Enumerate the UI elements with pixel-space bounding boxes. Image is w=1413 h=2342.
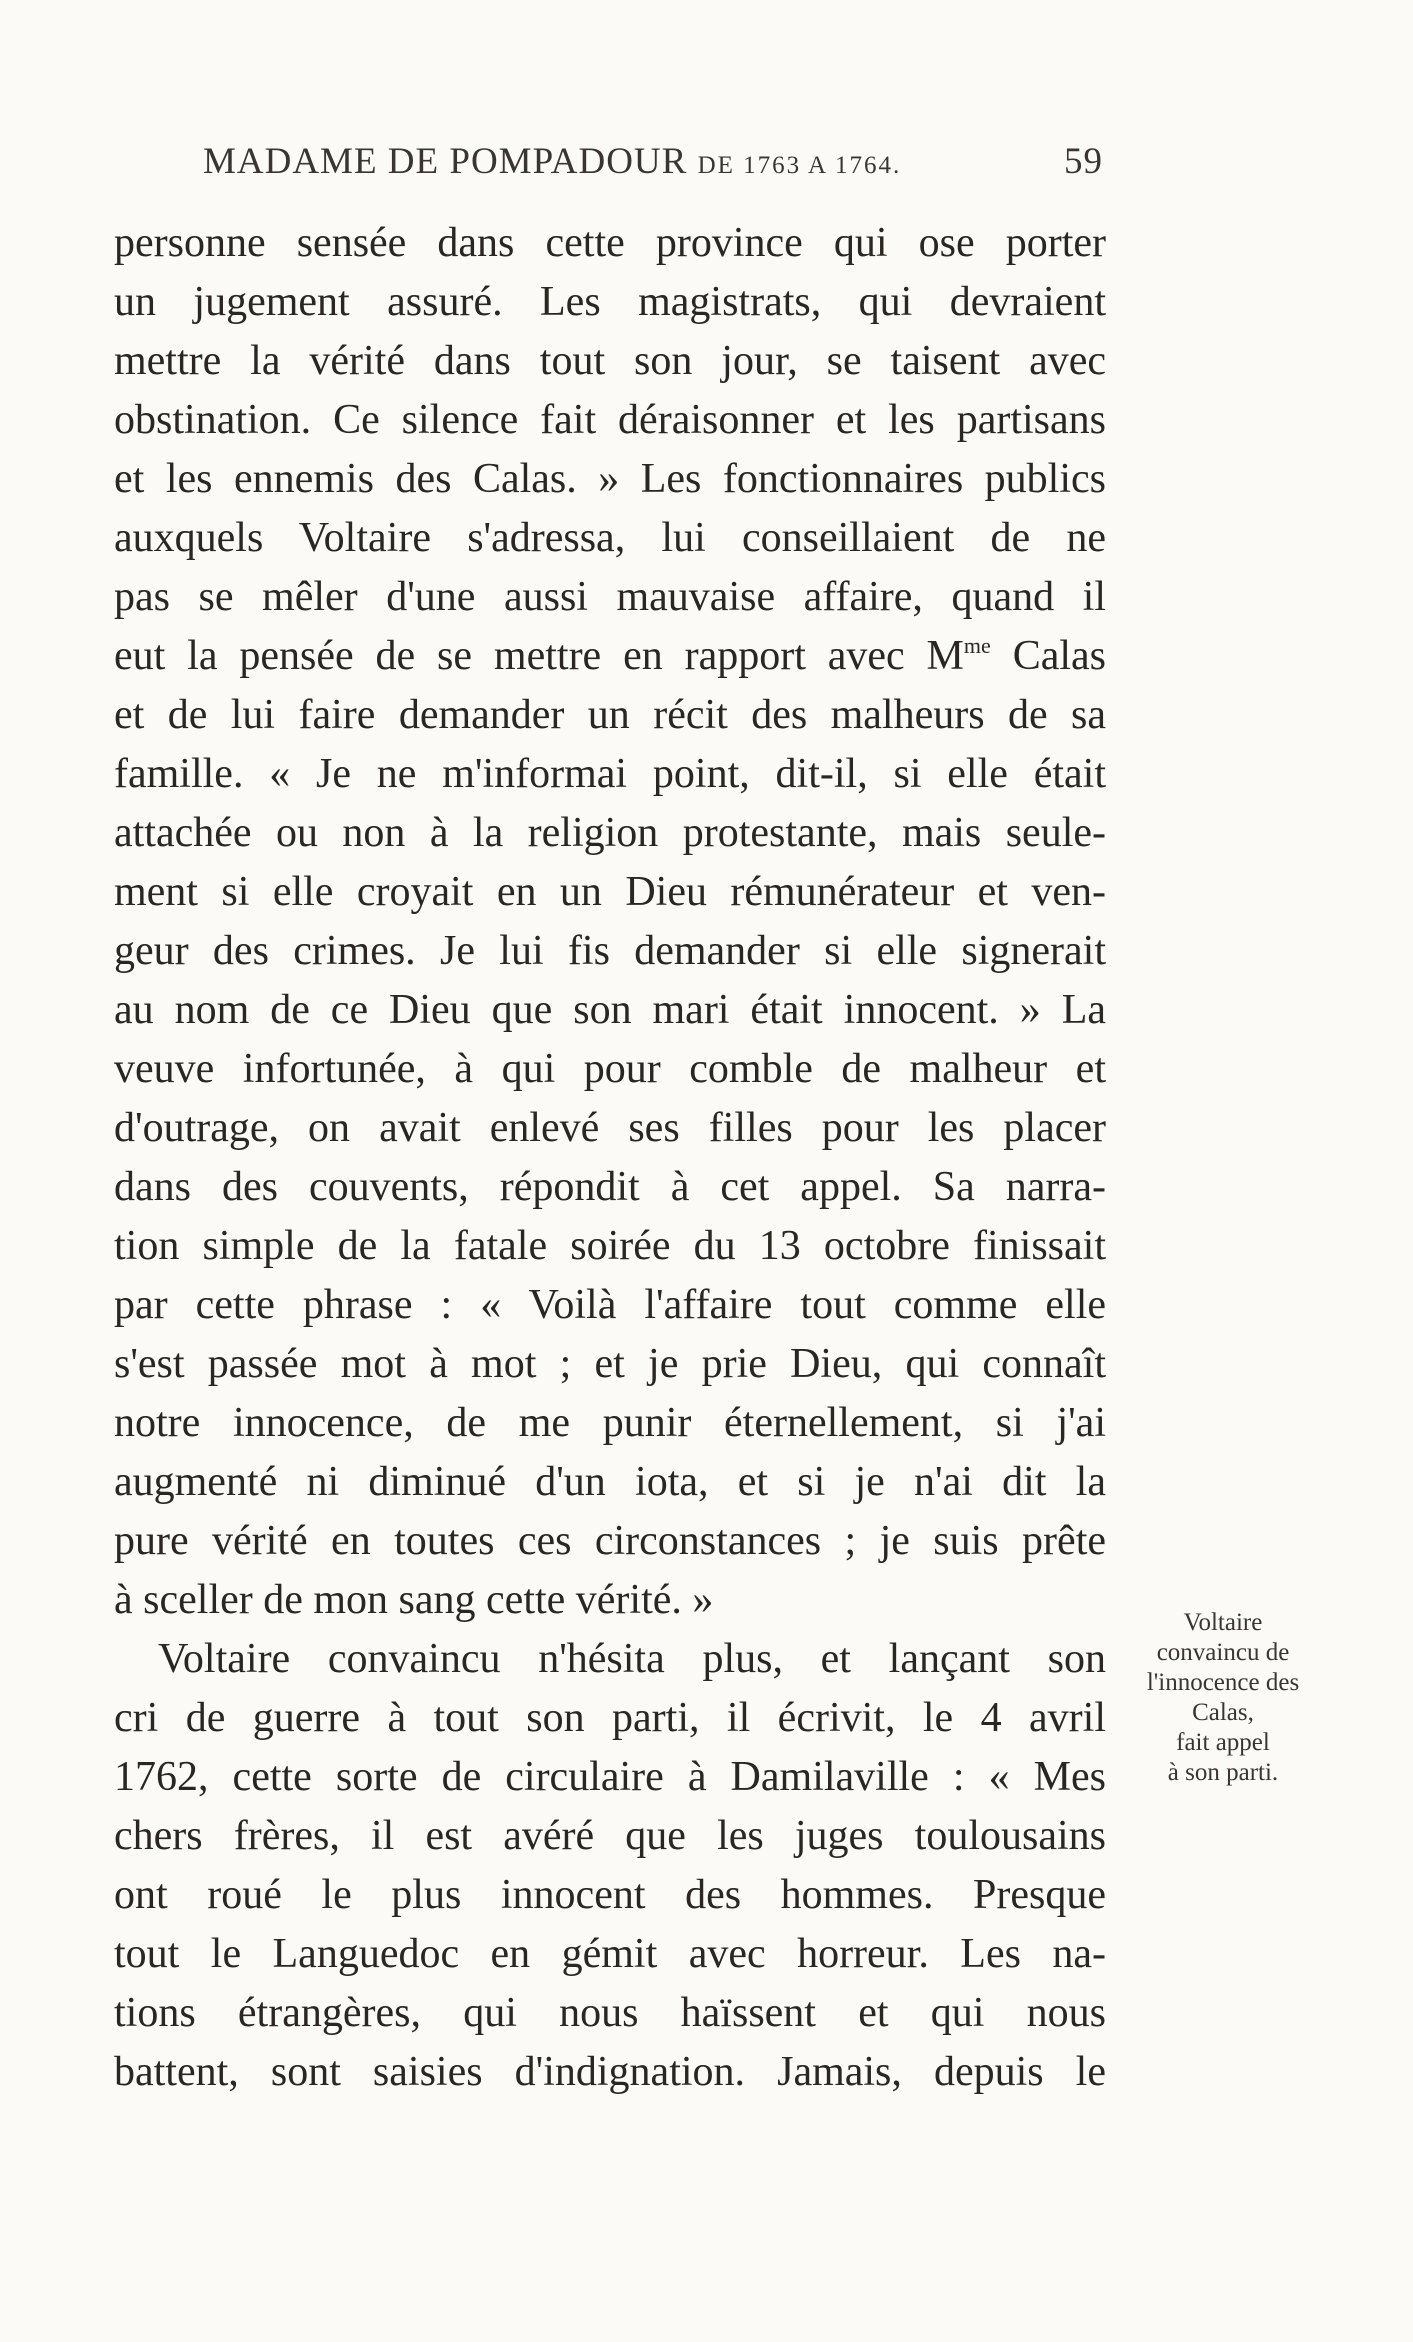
running-title-dates: DE 1763 A 1764. [697, 152, 902, 179]
text-line: s'est passée mot à mot ; et je prie Dieu, qui connaît [114, 1341, 1106, 1387]
text-line: ont roué le plus innocent des hommes. Presque [114, 1872, 1106, 1918]
text-line: tout le Languedoc en gémit avec horreur. Les na- [114, 1931, 1106, 1977]
text-line: dans des couvents, répondit à cet appel. Sa narra- [114, 1164, 1106, 1210]
text-line: veuve infortunée, à qui pour comble de malheur et [114, 1046, 1106, 1092]
text-line: auxquels Voltaire s'adressa, lui conseillaient de ne [114, 515, 1106, 561]
text-line: geur des crimes. Je lui fis demander si elle signerait [114, 928, 1106, 974]
text-line: et de lui faire demander un récit des malheurs de sa [114, 692, 1106, 738]
text-line: attachée ou non à la religion protestante, mais seule- [114, 810, 1106, 856]
margin-note-line: fait appel [1176, 1729, 1270, 1756]
running-header [203, 140, 1103, 190]
text-line: et les ennemis des Calas. » Les fonctionnaires publics [114, 456, 1106, 502]
margin-note [1128, 1608, 1318, 1788]
margin-note-line: Calas, [1192, 1699, 1254, 1726]
superscript-me: me [963, 633, 991, 658]
margin-note-line: convaincu de [1156, 1639, 1290, 1666]
text-line: pure vérité en toutes ces circonstances ; je suis prête [114, 1518, 1106, 1564]
text-line: notre innocence, de me punir éternellement, si j'ai [114, 1400, 1106, 1446]
margin-note-line: l'innocence des [1146, 1669, 1300, 1696]
text-line: cri de guerre à tout son parti, il écrivit, le 4 avril [114, 1695, 1106, 1741]
running-title [203, 140, 901, 183]
line-head: eut la pensée de se mettre en rapport avec M [114, 633, 964, 679]
margin-note-line: Voltaire [1183, 1609, 1263, 1636]
text-line: un jugement assuré. Les magistrats, qui devraient [114, 279, 1106, 325]
text-line: augmenté ni diminué d'un iota, et si je n'ai dit la [114, 1459, 1106, 1505]
text-line-with-superscript [114, 626, 1106, 686]
page-number: 59 [1064, 141, 1103, 182]
text-line: chers frères, il est avéré que les juges toulousains [114, 1813, 1106, 1859]
text-line: tion simple de la fatale soirée du 13 octobre finissait [114, 1223, 1106, 1269]
margin-note-line: à son parti. [1167, 1759, 1279, 1786]
line-tail: Calas [990, 633, 1107, 679]
text-line: battent, sont saisies d'indignation. Jamais, depuis le [114, 2049, 1106, 2095]
text-line: obstination. Ce silence fait déraisonner et les partisans [114, 397, 1106, 443]
running-title-main: MADAME DE POMPADOUR [203, 141, 688, 182]
text-line: famille. « Je ne m'informai point, dit-il, si elle était [114, 751, 1106, 797]
text-line: ment si elle croyait en un Dieu rémunérateur et ven- [114, 869, 1106, 915]
text-line: au nom de ce Dieu que son mari était innocent. » La [114, 987, 1106, 1033]
text-line: par cette phrase : « Voilà l'affaire tout comme elle [114, 1282, 1106, 1328]
text-line: mettre la vérité dans tout son jour, se taisent avec [114, 338, 1106, 384]
text-line: personne sensée dans cette province qui ose porter [114, 220, 1106, 266]
text-line: à sceller de mon sang cette vérité. » [114, 1577, 714, 1623]
text-line: d'outrage, on avait enlevé ses filles pour les placer [114, 1105, 1106, 1151]
text-line: tions étrangères, qui nous haïssent et qui nous [114, 1990, 1106, 2036]
text-line: Voltaire convaincu n'hésita plus, et lançant son [158, 1636, 1106, 1682]
text-line: 1762, cette sorte de circulaire à Damilaville : « Mes [114, 1754, 1106, 1800]
text-line: pas se mêler d'une aussi mauvaise affaire, quand il [114, 574, 1106, 620]
